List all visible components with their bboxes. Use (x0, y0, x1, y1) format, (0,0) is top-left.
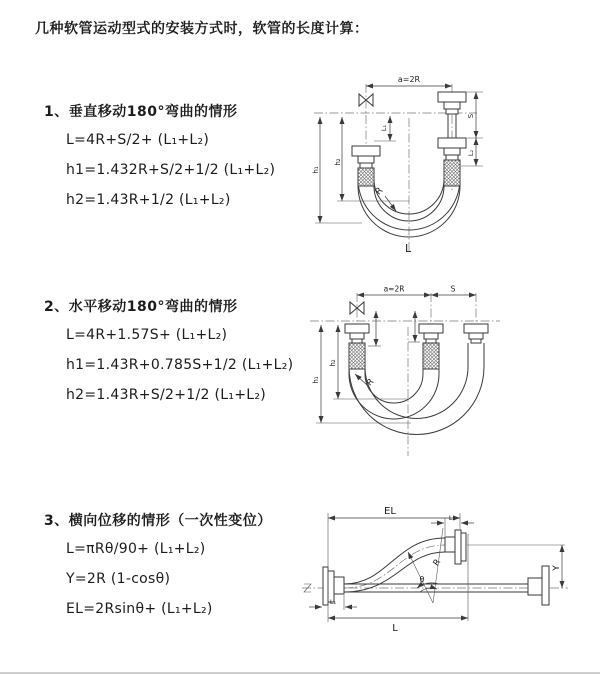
straight-pipe-original-position (344, 566, 549, 605)
section-1-formula-L: L=4R+S/2+ (L₁+L₂) (66, 132, 210, 148)
page-bottom-edge (0, 672, 600, 674)
hose-s-curve-displaced (344, 530, 466, 592)
section-1 (44, 101, 275, 215)
dim-label-s: S (467, 113, 475, 119)
centerlines (310, 293, 500, 456)
section-1-formula-h2: h2=1.43R+1/2 (L₁+L₂) (66, 192, 231, 208)
dim-label-a2r: a=2R (397, 75, 421, 84)
section-1-formula-h1: h1=1.432R+S/2+1/2 (L₁+L₂) (66, 162, 276, 178)
section-2-formula-h1: h1=1.43R+0.785S+1/2 (L₁+L₂) (66, 357, 294, 373)
section-3-heading: 3、横向位移的情形（一次性变位） (44, 513, 272, 529)
section-3 (44, 510, 272, 624)
diagram-lateral-displacement (300, 500, 570, 645)
radius-label: R (373, 185, 386, 198)
dim-label-a2r: a=2R (383, 284, 405, 294)
dim-label-y: Y (552, 565, 562, 571)
section-3-formula-Y: Y=2R (1-cosθ) (66, 571, 171, 587)
dim-label-h2: h₂ (329, 359, 337, 367)
dim-label-h1: h₁ (312, 166, 320, 174)
angle-label: θ (419, 575, 425, 584)
dim-label-el: EL (384, 506, 396, 517)
dim-label-l1: L₁ (380, 124, 388, 132)
section-1-heading: 1、垂直移动180°弯曲的情形 (44, 104, 238, 120)
braided-hose-section (358, 168, 374, 186)
braided-hose-section (444, 160, 460, 186)
section-2-formula-h2: h2=1.43R+S/2+1/2 (L₁+L₂) (66, 387, 267, 403)
section-3-formula-L: L=πRθ/90+ (L₁+L₂) (66, 541, 206, 557)
braided-hose-section (349, 343, 365, 369)
dimension-lines (309, 506, 565, 634)
middle-pipe-fitting (419, 324, 443, 369)
dim-label-h1: h₁ (312, 376, 320, 384)
diagram-horizontal-180-bend (308, 282, 563, 460)
top-flange-plate (461, 533, 466, 561)
dimension-lines (312, 285, 476, 424)
radius-label: R (364, 376, 377, 389)
dim-label-l2: L₂ (467, 149, 475, 157)
right-pipe-fitting-displaced (464, 324, 488, 367)
length-label: L (405, 242, 412, 255)
dim-label-l1-bottom: L₁ (329, 598, 337, 606)
section-2 (44, 296, 293, 410)
top-fitting-hub (445, 537, 455, 552)
page-title: 几种软管运动型式的安装方式时，软管的长度计算： (35, 21, 369, 37)
section-2-heading: 2、水平移动180°弯曲的情形 (44, 299, 238, 315)
radius-label: R (431, 557, 444, 569)
right-fitting-hub (528, 578, 542, 595)
diagram-vertical-180-bend (312, 70, 547, 258)
right-pipe-fitting (438, 92, 466, 186)
dim-label-s: S (450, 284, 456, 294)
section-3-formula-EL: EL=2Rsinθ+ (L₁+L₂) (66, 601, 213, 617)
right-flange (542, 566, 549, 605)
section-2-formula-L: L=4R+1.57S+ (L₁+L₂) (66, 327, 228, 343)
dim-label-h2: h₂ (334, 158, 342, 166)
dim-label-l: L (392, 623, 398, 634)
braided-hose-section (423, 343, 439, 369)
dim-label-l1-top: L₁ (448, 514, 456, 522)
top-flange (455, 530, 461, 564)
